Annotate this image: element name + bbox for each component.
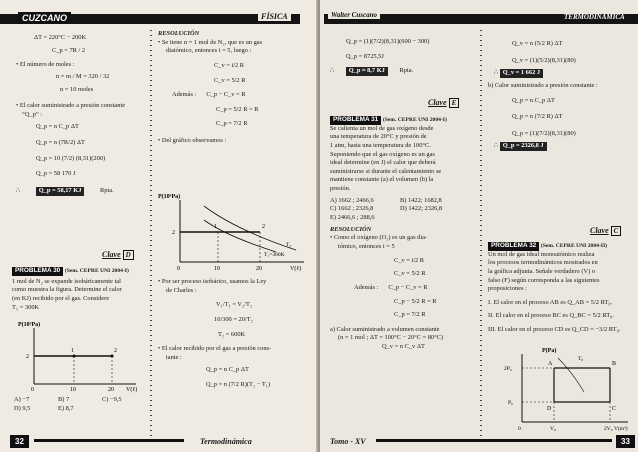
clave-letter: D: [123, 250, 134, 260]
eq-line: C_p = 7/2 R: [216, 120, 248, 128]
x-tick: 0: [518, 426, 521, 432]
isotherm-label: T₁=300K: [264, 252, 285, 258]
therefore-symbol: ∴: [330, 67, 335, 75]
answer-box: Q_p = 58,17 KJ: [36, 187, 85, 196]
x-axis-label: V(ℓ): [126, 387, 138, 393]
point-label-d: D: [547, 406, 552, 412]
x-tick: V₀: [550, 426, 556, 432]
resolution-30: [158, 30, 308, 146]
eq-line: V₁/T₁ = V₂/T₂: [216, 301, 253, 309]
problem-source: (Sem. CEPRE UNI 2004-I): [382, 117, 447, 123]
ademas-label: Además :: [172, 91, 197, 99]
option-d: D) 9,5: [14, 404, 31, 412]
pv-graph-resolution: [156, 190, 308, 272]
x-axis-label: V(ℓ): [290, 266, 302, 272]
footer-book-title: Tomo - XV: [330, 437, 366, 446]
problem-text: presión.: [330, 185, 351, 193]
eq-line: Q_p = n C_p ΔT: [512, 96, 555, 104]
page-number: 33: [616, 435, 635, 448]
problem-text: (en KJ) recibido por el gas. Considere: [12, 294, 110, 302]
text-line: b) Calor suministrado a presión constante :: [488, 81, 598, 89]
eq-line: C_v = 5/2 R: [214, 76, 246, 84]
eq-line: C_v = 5/2 R: [394, 270, 426, 278]
problem-text: los procesos termodinámicos mostrados en: [488, 259, 598, 267]
text-line: “Q_p” :: [22, 110, 43, 118]
point-label-c: C: [612, 406, 617, 412]
answer-line: [16, 187, 146, 196]
resolution-title: RESOLUCIÓN: [330, 225, 372, 233]
problem-31: [330, 116, 478, 352]
option-b: B) 7: [58, 396, 70, 403]
pv-graph-problem32: [492, 344, 632, 432]
problem-32: [488, 242, 634, 335]
clave-d: [102, 250, 134, 260]
option-e: E) 8,7: [58, 404, 74, 412]
point-label-b: B: [612, 361, 617, 367]
eq-line: 10/300 = 20/T₂: [214, 315, 253, 323]
option-c: C) −9,5: [102, 396, 122, 403]
problem-text: T₁ = 300K: [12, 303, 40, 311]
problem-text: Suponiendo que el gas oxígeno es un gas: [330, 150, 435, 158]
problem-source: (Sem. CEPRE UNI 2004-II): [540, 243, 608, 249]
text-line: • El número de moles :: [16, 61, 75, 69]
text-line: • El calor suministrado a presión constante: [16, 102, 126, 110]
text-line: diatómico, entonces i = 5, luego :: [166, 47, 252, 55]
footer-rule: [34, 439, 184, 442]
problem-text: suministrarse si durante el calentamiento se: [330, 167, 442, 175]
pv-graph-problem30: [14, 318, 144, 393]
eq-line: C_p − C_v = R: [206, 91, 246, 99]
answer-box: Q_p = 2326,8 J: [500, 142, 547, 151]
eq-line: C_v = i/2 R: [394, 256, 425, 264]
text-line: Q_p = 10 (7/2) (8,31)(200): [36, 154, 106, 162]
isotherm-label: T₂: [286, 242, 292, 248]
column-divider: [480, 30, 482, 440]
eq-line: Q_v = n (5/2 R) ΔT: [512, 40, 563, 47]
isotherm-t2: [204, 206, 296, 250]
text-line: Q_p = 58 170 J: [36, 170, 76, 178]
ademas-label: Además :: [354, 283, 379, 291]
therefore-symbol: ∴: [494, 142, 499, 150]
eq-line: T₂ = 600K: [218, 330, 246, 338]
subject-label: TERMODINÁMICA: [564, 13, 625, 21]
problem-source: (Sem. CEPRE UNI 2004-I): [64, 268, 129, 274]
problem-text: ideal determine (en J) el calor que deberá: [330, 159, 436, 167]
option-d: D) 1422; 2326,8: [400, 205, 443, 213]
problem-text: mantiene constante (a) el volumen (b) la: [330, 176, 434, 184]
left-page: [0, 0, 318, 452]
eq-line: C_p = 7/2 R: [394, 311, 426, 319]
problem-text: la gráfica adjunta. Señale verdadero (V) o: [488, 267, 595, 275]
answer-box: Q_v = 1 662 J: [500, 69, 543, 78]
y-tick: 2: [172, 230, 175, 236]
text-line: • El calor recibido por el gas a presión cons-: [158, 345, 272, 353]
rpta-label: Rpta.: [399, 67, 414, 75]
text-line: • Por ser proceso isobárico, usamos la Ley: [158, 278, 267, 285]
problem-text: 1 atm, hasta una temperatura de 100°C.: [330, 141, 431, 149]
clave-label: Clave: [428, 98, 447, 107]
state-point-1: [73, 355, 76, 358]
proposition: III. El calor en el proceso CD es Q_CD = −3/2 RT₀.: [488, 326, 621, 334]
point-label: 1: [214, 224, 217, 230]
subject-label: FÍSICA: [258, 12, 291, 21]
problem-text: proposiciones :: [488, 285, 527, 293]
answer-box: Q_p ≈ 8,7 KJ: [346, 67, 388, 76]
point-label: 2: [262, 224, 265, 230]
option-e: E) 2466,6 ; 288,6: [330, 214, 375, 222]
text-line: de Charles :: [166, 286, 197, 294]
problem-text: como muestra la figura. Determine el calor: [12, 286, 122, 294]
clave-letter: E: [449, 98, 460, 108]
resolution-title: RESOLUCIÓN: [158, 30, 200, 37]
text-line: n = m / M = 320 / 32: [56, 72, 110, 80]
text-line: n = 10 moles: [60, 85, 94, 93]
problem-tag: PROBLEMA 32: [488, 242, 539, 251]
text-line: • Se tiene n = 1 mol de N₂, que es un gas: [158, 38, 263, 46]
y-axis-label: P(10⁵Pa): [158, 194, 181, 200]
therefore-symbol: ∴: [16, 187, 21, 195]
clave-label: Clave: [102, 250, 121, 259]
resolution-30-b: [158, 278, 308, 390]
problem-tag: PROBLEMA 30: [12, 267, 63, 276]
eq-line: Q_v = (1)(5/2)(8,31)(80): [512, 56, 576, 64]
option-c: C) 1662 ; 2326,8: [330, 205, 374, 213]
clave-c: [590, 226, 621, 236]
eq-line: C_v = i/2 R: [214, 61, 245, 69]
text-line: tómico, entonces i = 5: [338, 242, 395, 250]
problem-tag: PROBLEMA 31: [330, 116, 381, 125]
x-tick: 0: [31, 387, 34, 393]
eq-line: Q_p = 8725,5J: [346, 52, 384, 60]
eq-line: C_p − C_v = R: [388, 283, 428, 291]
eq-line: Q_p = (1)(7/2)(8,31)(80): [512, 129, 576, 137]
problem-30: [12, 267, 148, 312]
right-col1-top: [330, 38, 478, 76]
y-axis-label: P(10⁵Pa): [18, 322, 41, 328]
text-line: • Del gráfico observamos :: [158, 137, 227, 145]
problem-text: 1 mol de N₂ se expande isobáricamente tal: [12, 277, 121, 285]
problem-text: falso (F) según corresponda a las siguientes: [488, 276, 600, 284]
text-line: Q_p = n C_p ΔT: [36, 123, 79, 131]
state-point-2: [111, 355, 114, 358]
eq-line: Q_v = n C_v ΔT: [382, 343, 425, 351]
isotherm-t0: [558, 358, 584, 392]
clave-label: Clave: [590, 226, 609, 235]
eq-line: Q_p = (1)(7/2)(8,31)(600 − 300): [346, 38, 430, 45]
eq-line: C_p = 5/2 R = R: [216, 105, 259, 113]
problem-30-options: [14, 396, 150, 413]
x-tick: 20: [256, 266, 262, 272]
option-b: B) 1422; 1682,8: [400, 196, 442, 204]
proposition: I. El calor en el proceso AB es Q_AB = 5/2 RT₀.: [488, 298, 613, 306]
x-tick: 0: [177, 266, 180, 272]
eq-line: Q_p = n (7/2 R) ΔT: [512, 113, 563, 121]
problem-text: una temperatura de 20°C y presión de: [330, 133, 427, 141]
proposition: II. El calor en el proceso BC es Q_BC = 5/2 RT₀.: [488, 312, 614, 320]
point-label: 2: [114, 348, 117, 354]
publisher-logo: CUZCANO: [18, 12, 71, 24]
text-line: Q_p = n (7R/2) ΔT: [36, 139, 85, 147]
eq-line: Q_p = n (7/2 R)(T₂ − T₁): [206, 381, 271, 389]
point-label-a: A: [548, 361, 553, 367]
text-line: a) Calor suministrado a volumen constante: [330, 325, 440, 333]
y-tick: 2: [26, 354, 29, 360]
option-a: A) 1662 ; 2466,6: [330, 196, 374, 204]
footer-rule: [376, 439, 612, 442]
x-tick: 20: [108, 387, 114, 393]
eq-line: Q_p = n C_p ΔT: [206, 366, 249, 374]
right-page: [320, 0, 638, 452]
text-line: C_p = 7R / 2: [52, 46, 86, 54]
problem-text: Un mol de gas ideal monoatómico realiza: [488, 250, 595, 258]
page-number: 32: [10, 435, 29, 448]
clave-e: [428, 98, 459, 108]
text-line: tante :: [166, 353, 182, 361]
text-line: (n = 1 mol ; ΔT = 100°C − 20°C = 80°C): [338, 334, 444, 342]
author-label: Walter Cuscano: [328, 11, 380, 19]
isotherm-label: T₀: [578, 356, 584, 362]
x-tick: 2V₀: [604, 426, 613, 432]
option-a: A) −7: [14, 396, 30, 403]
clave-letter: C: [611, 226, 622, 236]
therefore-symbol: ∴: [494, 69, 499, 77]
x-tick: 10: [214, 266, 220, 272]
y-axis-label: P(Pa): [542, 348, 557, 354]
problem-text: Se calienta un mol de gas oxígeno desde: [330, 124, 434, 132]
footer-book-title: Termodinámica: [200, 437, 252, 446]
x-axis-label: V(m³): [614, 426, 628, 432]
y-tick: P₀: [508, 400, 513, 406]
text-line: • Como el oxígeno (O₂) es un gas dia-: [330, 234, 428, 242]
rpta-label: Rpta.: [100, 187, 114, 195]
left-column: [16, 34, 146, 196]
x-tick: 10: [70, 387, 76, 393]
y-tick: 2P₀: [504, 366, 512, 372]
point-label: 1: [71, 348, 74, 354]
right-col2: [488, 40, 634, 151]
column-divider: [150, 30, 152, 440]
text-line: ΔT = 220°C − 200K: [34, 34, 87, 41]
eq-line: C_p − 5/2 R = R: [394, 297, 437, 305]
